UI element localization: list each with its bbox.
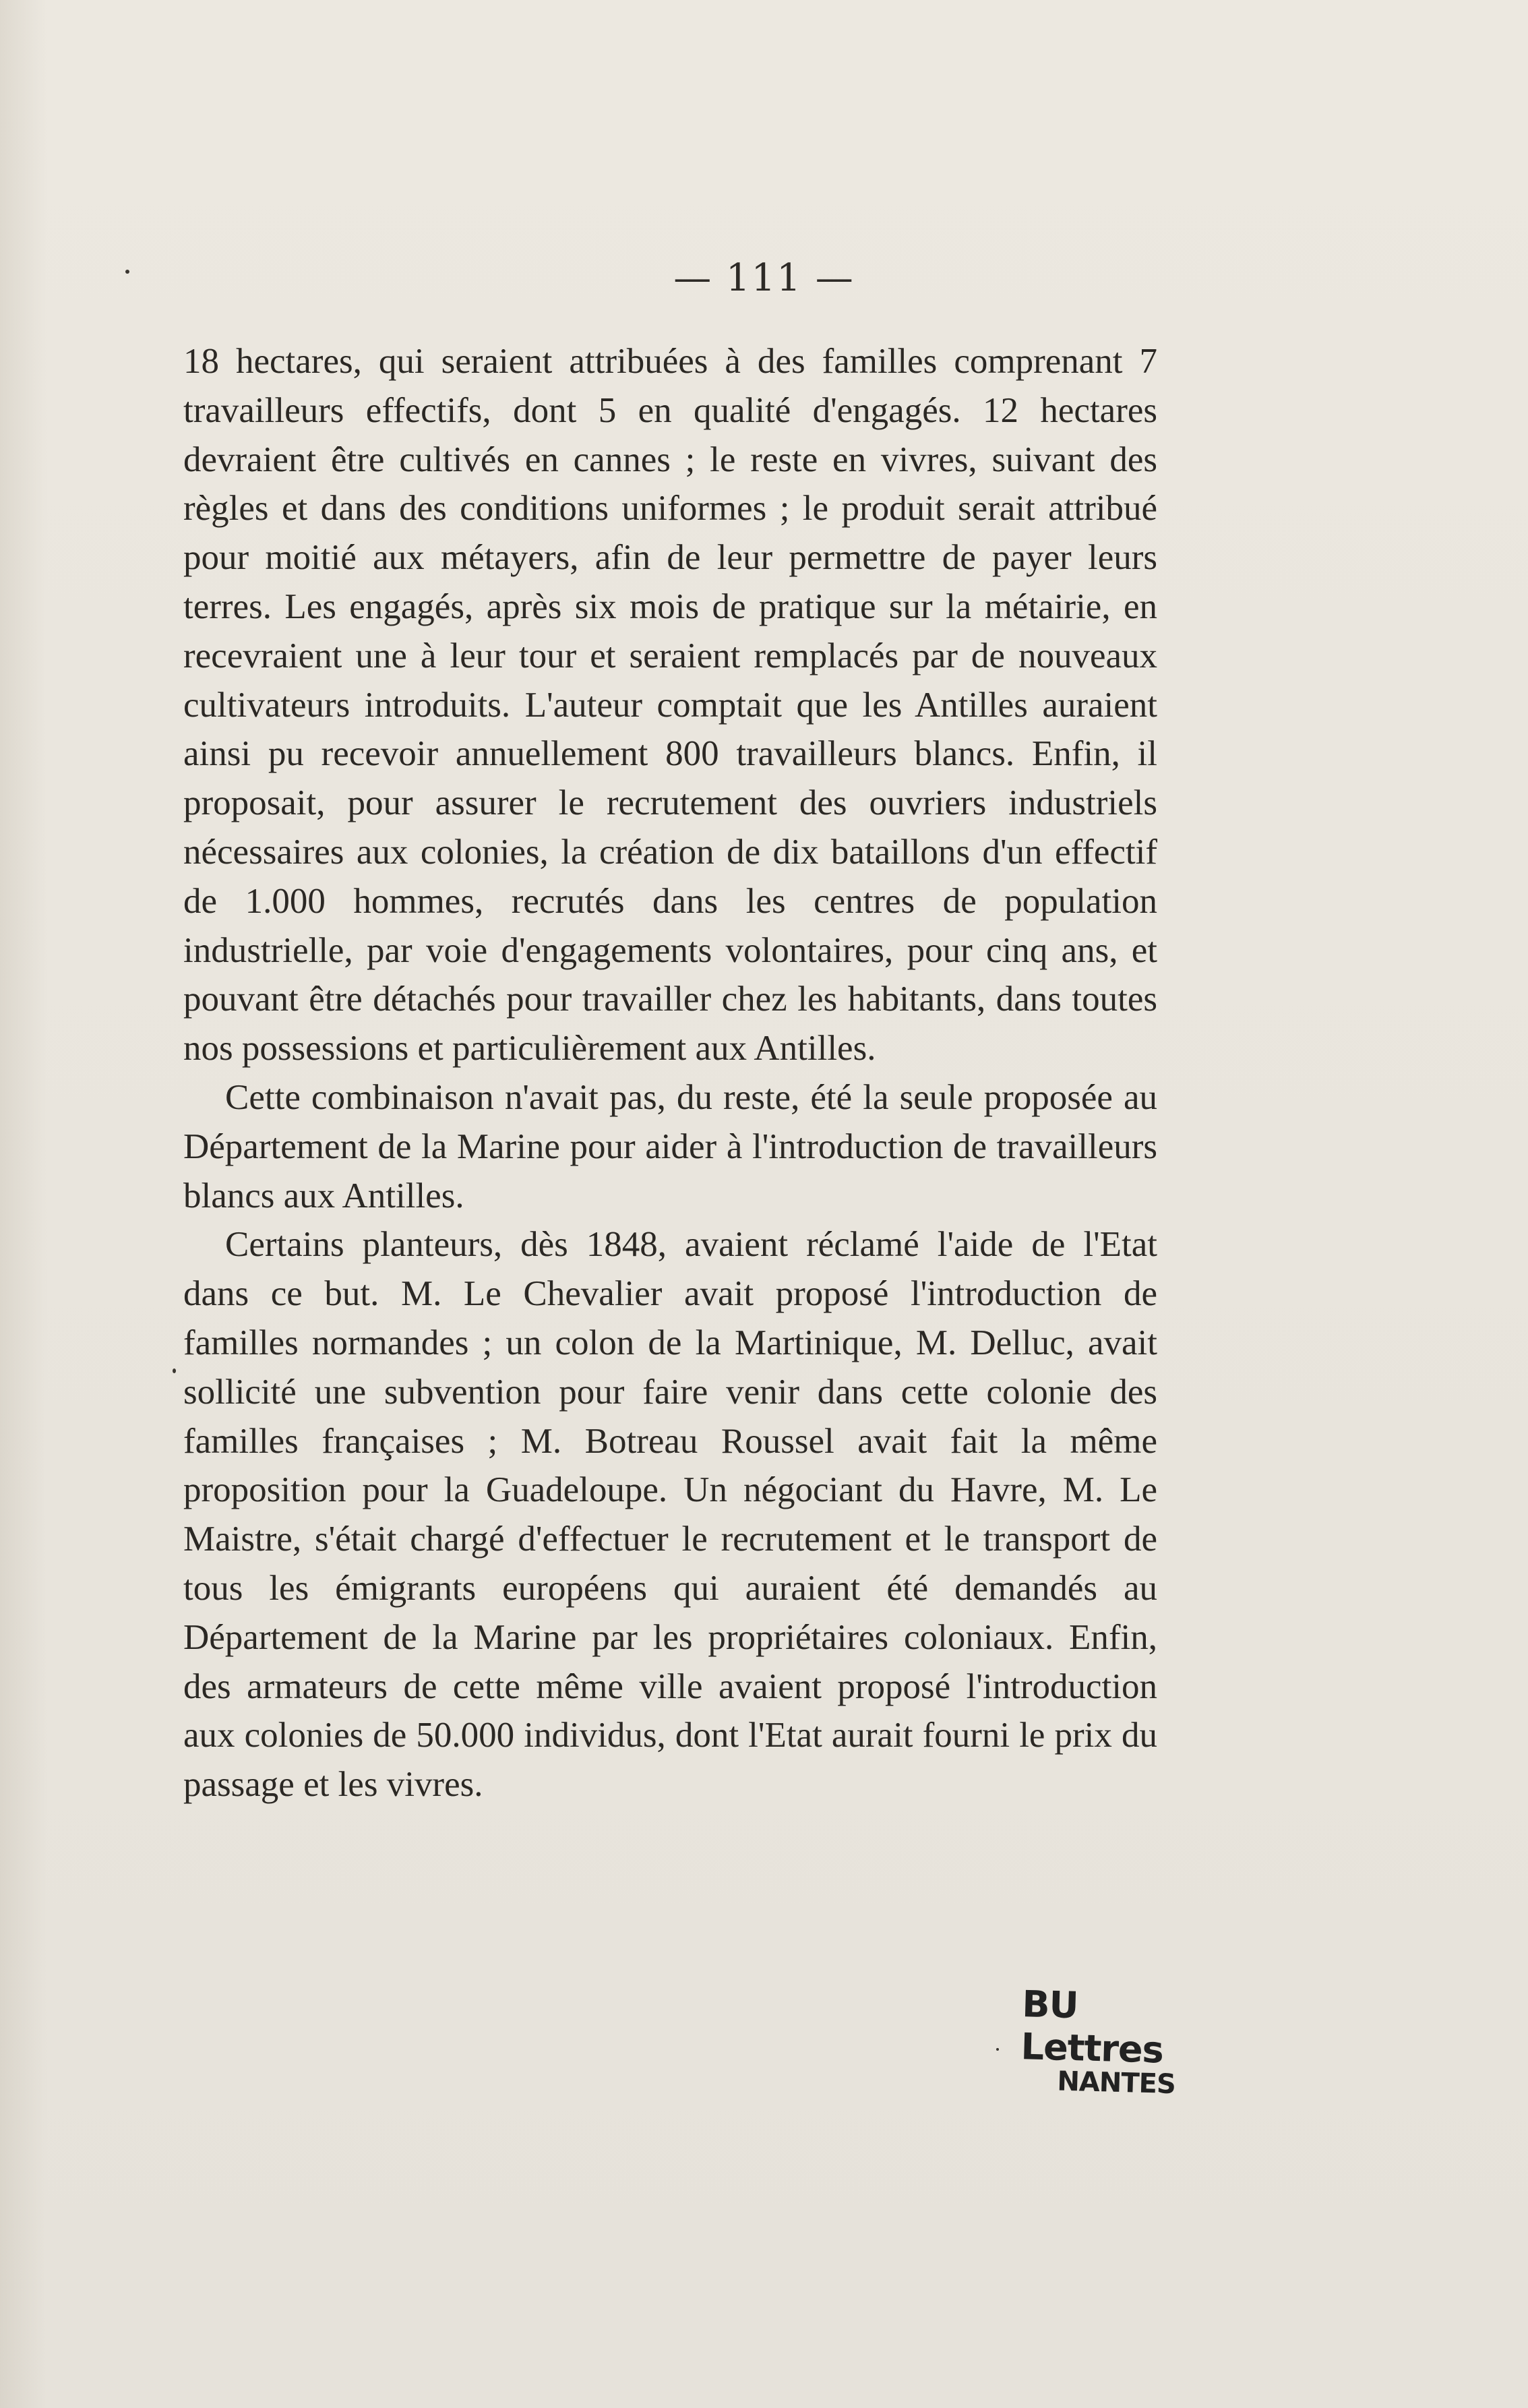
body-text (183, 337, 1157, 1809)
stamp-line-1: BU Lettres (1020, 1983, 1164, 2072)
ink-speck (125, 270, 129, 274)
paragraph-3: Certains planteurs, dès 1848, avaient réclamé l'aide de l'Etat dans ce but. M. Le Chevalier avait proposé l'introduction de familles normandes ; un colon de la Martinique, M. Delluc, avait sollicité une subvention pour faire venir dans cette colonie des familles françaises ; M. Botreau Roussel avait fait la même proposition pour la Guadeloupe. Un négociant du Havre, M. Le Maistre, s'était chargé d'effectuer le recrutement et le transport de tous les émigrants européens qui auraient été demandés au Département de la Marine par les propriétaires coloniaux. Enfin, des armateurs de cette même ville avaient proposé l'introduction aux colonies de 50.000 individus, dont l'Etat aurait fourni le prix du passage et les vivres. (183, 1225, 1157, 1805)
paragraph-2: Cette combinaison n'avait pas, du reste, été la seule proposée au Département de la Marine pour aider à l'introduction de travailleurs blancs aux Antilles. (183, 1077, 1157, 1215)
page-number: — 111 — (673, 256, 855, 300)
stamp-line-2: NANTES (1056, 2066, 1176, 2101)
ink-speck (996, 2048, 999, 2051)
library-stamp (1020, 1983, 1225, 2101)
ink-speck (173, 1368, 176, 1373)
paragraph-1: 18 hectares, qui seraient attribuées à des familles comprenant 7 travailleurs effectifs, dont 5 en qualité d'engagés. 12 hectares devraient être cultivés en cannes ; le reste en vivres, suivant des règles et dans des conditions uniformes ; le produit serait attribué pour moitié aux métayers, afin de leur permettre de payer leurs terres. Les engagés, après six mois de pratique sur la métairie, en recevraient une à leur tour et seraient remplacés par de nouveaux cultivateurs introduits. L'auteur comptait que les Antilles auraient ainsi pu recevoir annuellement 800 travailleurs blancs. Enfin, il proposait, pour assurer le recrutement des ouvriers industriels nécessaires aux colonies, la création de dix bataillons d'un effectif de 1.000 hommes, recrutés dans les centres de population industrielle, par voie d'engagements volontaires, pour cinq ans, et pouvant être détachés pour travailler chez les habitants, dans toutes nos possessions et particulièrement aux Antilles. (183, 342, 1157, 1068)
